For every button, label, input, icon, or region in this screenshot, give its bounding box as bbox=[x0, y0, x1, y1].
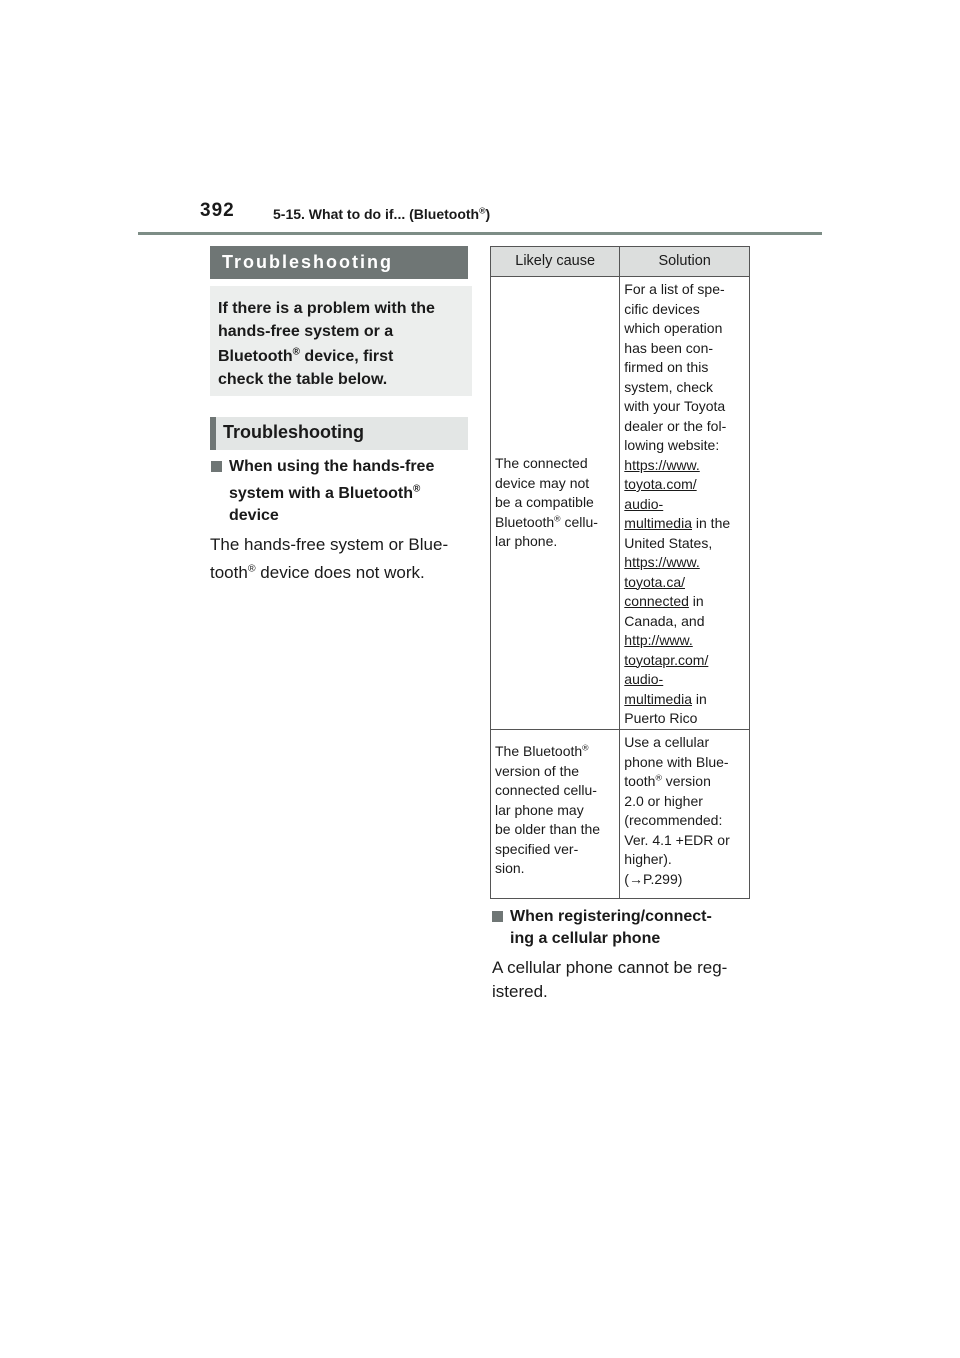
header-likely-cause: Likely cause bbox=[491, 247, 620, 277]
bullet-heading-registering: When registering/connect- ing a cellular phone bbox=[510, 906, 712, 950]
troubleshooting-banner: Troubleshooting bbox=[210, 246, 468, 279]
body-text-does-not-work: The hands-free system or Blue- tooth® device does not work. bbox=[210, 535, 449, 582]
link-toyota-pr[interactable]: audio- bbox=[624, 671, 664, 687]
header-rule bbox=[138, 232, 822, 235]
page-reference: (→P.299) bbox=[624, 870, 683, 887]
page-number: 392 bbox=[200, 200, 235, 221]
table-row bbox=[491, 730, 750, 899]
link-toyota-pr[interactable]: toyotapr.com/ bbox=[624, 651, 709, 668]
cause-cell: The Bluetooth® version of the connected cellu- lar phone may be older than the specified ver- sion. bbox=[491, 730, 620, 899]
table-header-row bbox=[491, 247, 750, 277]
body-text-cannot-register: A cellular phone cannot be reg- istered. bbox=[492, 958, 728, 1001]
link-toyota-us[interactable]: multimedia bbox=[624, 515, 692, 531]
solution-cell: For a list of spe- cific devices which operation has been con- firmed on this system, check with your Toyota dealer or the fol- lowing website: https://www. toyota.com/ audio- multimedia in the United States, https://www. toyota.ca/ connected in Canada, and http://www. toyotapr.com/ audio- multimedia in Puerto Rico bbox=[620, 277, 750, 730]
table-row bbox=[491, 277, 750, 730]
header-solution: Solution bbox=[620, 247, 750, 277]
link-toyota-ca[interactable]: https://www. bbox=[624, 554, 700, 570]
link-toyota-ca[interactable]: toyota.ca/ bbox=[624, 573, 685, 590]
link-toyota-ca[interactable]: connected bbox=[624, 593, 689, 609]
bullet-heading-hands-free: When using the hands-free system with a Bluetooth® device bbox=[229, 456, 434, 527]
bullet-square-icon bbox=[211, 461, 222, 472]
link-toyota-us[interactable]: toyota.com/ bbox=[624, 476, 697, 492]
intro-box: If there is a problem with the hands-free system or a Bluetooth® device, first check the table below. bbox=[210, 286, 472, 396]
link-toyota-us[interactable]: audio- bbox=[624, 495, 664, 512]
troubleshooting-table bbox=[490, 246, 750, 899]
solution-cell: Use a cellular phone with Blue- tooth® version 2.0 or higher (recommended: Ver. 4.1 +EDR or higher). (→P.299) bbox=[620, 730, 750, 899]
bullet-square-icon bbox=[492, 911, 503, 922]
link-toyota-us[interactable]: https://www. bbox=[624, 456, 700, 473]
cause-cell: The connected device may not be a compatible Bluetooth® cellu- lar phone. bbox=[491, 277, 620, 730]
section-title: 5-15. What to do if... (Bluetooth®) bbox=[273, 205, 491, 222]
troubleshooting-subheading: Troubleshooting bbox=[210, 417, 468, 450]
link-toyota-pr[interactable]: http://www. bbox=[624, 632, 693, 648]
link-toyota-pr[interactable]: multimedia bbox=[624, 690, 692, 707]
